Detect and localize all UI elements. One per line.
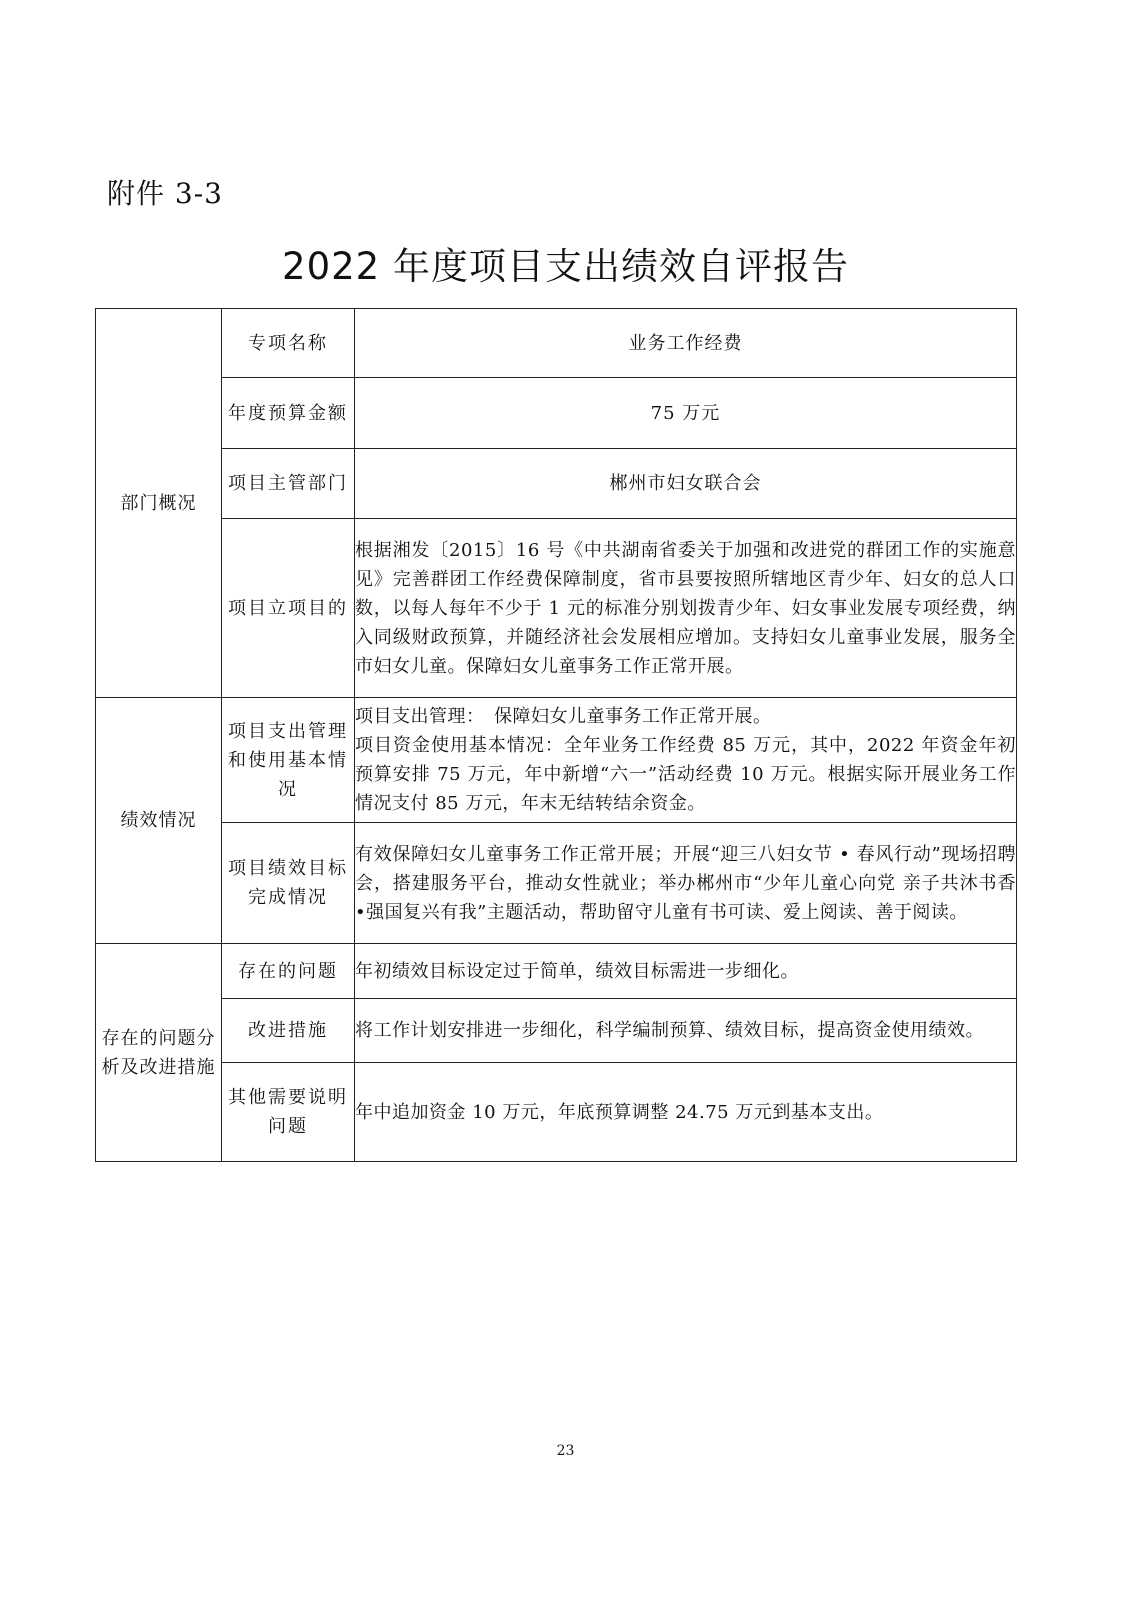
label-cell: 项目主管部门	[222, 449, 355, 519]
value-cell: 将工作计划安排进一步细化，科学编制预算、绩效目标，提高资金使用绩效。	[355, 999, 1017, 1063]
value-cell: 年中追加资金 10 万元，年底预算调整 24.75 万元到基本支出。	[355, 1063, 1017, 1162]
label-cell: 专项名称	[222, 309, 355, 378]
label-cell: 项目立项目的	[222, 519, 355, 698]
table-row	[96, 999, 1017, 1063]
page-number: 23	[556, 1443, 575, 1459]
table-row	[96, 1063, 1017, 1162]
category-cell-issues: 存在的问题分析及改进措施	[96, 944, 222, 1162]
table-row	[96, 378, 1017, 449]
label-cell: 其他需要说明问题	[222, 1063, 355, 1162]
table-row	[96, 519, 1017, 698]
value-cell: 业务工作经费	[355, 309, 1017, 378]
value-cell: 项目支出管理： 保障妇女儿童事务工作正常开展。 项目资金使用基本情况：全年业务工作经费 85 万元，其中，2022 年资金年初预算安排 75 万元，年中新增“六一”活动经费 10 万元。根据实际开展业务工作情况支付 85 万元，年末无结转结余资金。	[355, 698, 1017, 823]
attachment-label: 附件 3-3	[107, 177, 223, 210]
label-cell: 存在的问题	[222, 944, 355, 999]
label-cell: 项目绩效目标完成情况	[222, 823, 355, 944]
value-cell: 根据湘发〔2015〕16 号《中共湖南省委关于加强和改进党的群团工作的实施意见》完善群团工作经费保障制度，省市县要按照所辖地区青少年、妇女的总人口数，以每人每年不少于 1 元的标准分别划拨青少年、妇女事业发展专项经费，纳入同级财政预算，并随经济社会发展相应增加。支持妇女儿童事业发展，服务全市妇女儿童。保障妇女儿童事务工作正常开展。	[355, 519, 1017, 698]
table-row	[96, 449, 1017, 519]
table-row	[96, 944, 1017, 999]
table-row	[96, 698, 1017, 823]
category-cell-performance: 绩效情况	[96, 698, 222, 944]
report-table	[95, 308, 1017, 1162]
value-cell: 年初绩效目标设定过于简单，绩效目标需进一步细化。	[355, 944, 1017, 999]
label-cell: 年度预算金额	[222, 378, 355, 449]
label-cell: 项目支出管理和使用基本情况	[222, 698, 355, 823]
value-cell: 有效保障妇女儿童事务工作正常开展；开展“迎三八妇女节 • 春风行动”现场招聘会，搭建服务平台，推动女性就业；举办郴州市“少年儿童心向党 亲子共沐书香 •强国复兴有我”主题活动，帮助留守儿童有书可读、爱上阅读、善于阅读。	[355, 823, 1017, 944]
label-cell: 改进措施	[222, 999, 355, 1063]
category-cell-overview: 部门概况	[96, 309, 222, 698]
value-cell: 郴州市妇女联合会	[355, 449, 1017, 519]
table-row	[96, 823, 1017, 944]
page-title: 2022 年度项目支出绩效自评报告	[282, 245, 849, 288]
table-row	[96, 309, 1017, 378]
value-cell: 75 万元	[355, 378, 1017, 449]
